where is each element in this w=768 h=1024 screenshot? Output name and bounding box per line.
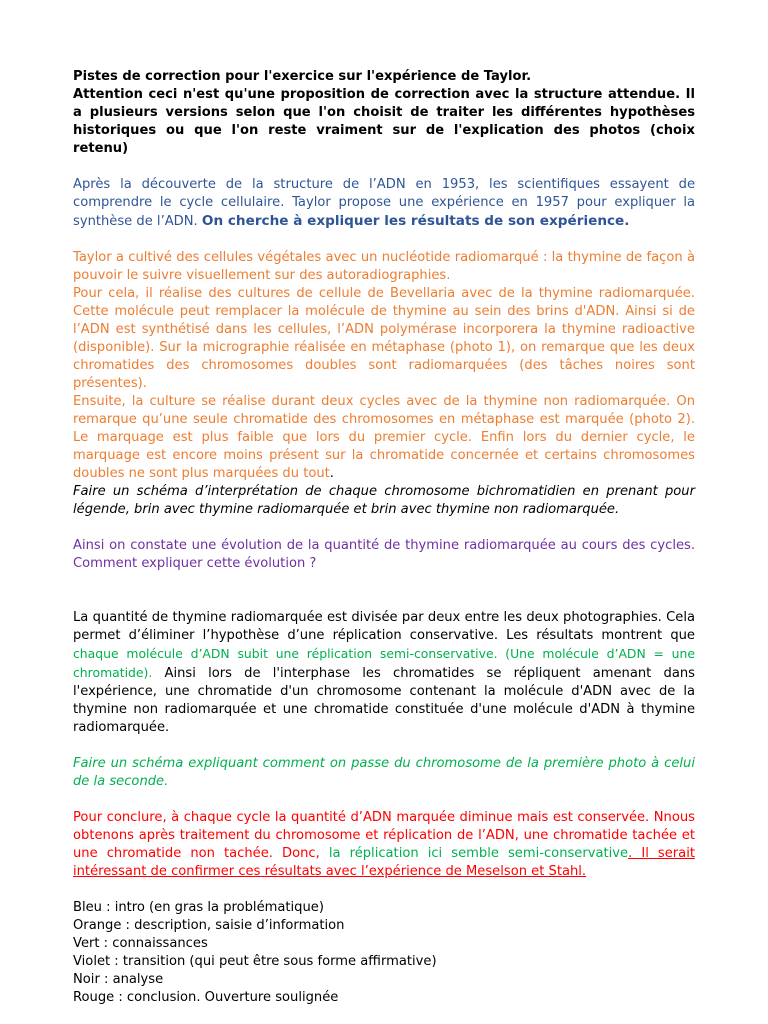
description-p3-end: . (329, 466, 334, 481)
legend-item-purple: Violet : transition (qui peut être sous forme affirmative) (73, 954, 437, 969)
intro-text: Après la découverte de la structure de l’ADN en 1953, les scientifiques essayent de comprendre le cycle cellulaire. Taylor propose une expérience en 1957 pour expliquer la synthèse de l’ADN. (73, 177, 695, 229)
spacer (73, 573, 695, 609)
conclusion-green: la réplication ici semble semi-conservative (328, 846, 629, 861)
analysis-paragraph (73, 609, 695, 737)
header-warning: Attention ceci n'est qu'une proposition de correction avec la structure attendue. Il a plusieurs versions selon que l'on choisit de traiter les différentes hypothèses historiques ou que l'on reste vraiment sur de l'explication des photos (choix retenu) (73, 87, 695, 156)
transition-paragraph: Ainsi on constate une évolution de la quantité de thymine radiomarquée au cours des cycles. Comment expliquer cette évolution ? (73, 538, 695, 571)
conclusion-opening: . Il serait intéressant de confirmer ces résultats avec l’expérience de Meselson et Stahl. (73, 846, 695, 879)
description-p3: Ensuite, la culture se réalise durant deux cycles avec de la thymine non radiomarquée. On remarque qu’une seule chromatide des chromosomes en métaphase est marquée (photo 2). Le marquage est plus faible que lors du premier cycle. Enfin lors du dernier cycle, le marquage est encore moins présent sur la chromatide concernée et certains chromosomes doubles ne sont plus marquées du tout (73, 394, 695, 481)
intro-problem: On cherche à expliquer les résultats de son expérience. (201, 213, 630, 229)
description-task: Faire un schéma d’interprétation de chaque chromosome bichromatidien en prenant pour légende, brin avec thymine radiomarquée et brin avec thymine non radiomarquée. (73, 484, 695, 517)
description-p2: Pour cela, il réalise des cultures de cellule de Bevellaria avec de la thymine radiomarquée. Cette molécule peut remplacer la molécule de thymine au sein des brins d'ADN. Ainsi si de l’ADN est synthétisé dans les cellules, l’ADN polymérase incorporera la thymine radioactive (disponible). Sur la micrographie réalisée en métaphase (photo 1), on remarque que les deux chromatides des chromosomes doubles sont radiomarquées (des tâches noires sont présentes). (73, 286, 695, 391)
analysis-part1: La quantité de thymine radiomarquée est divisée par deux entre les deux photographies. Cela permet d’éliminer l’hypothèse d’une réplication conservative. Les résultats montrent que (73, 610, 695, 643)
conclusion-part1: Pour conclure, à chaque cycle la quantité d’ADN marquée diminue mais est conservée. Nnous obtenons après traitement du chromosome et réplication de l’ADN, une chromatide tachée et une chromatide non tachée. Donc, (73, 810, 695, 861)
knowledge-task: Faire un schéma expliquant comment on passe du chromosome de la première photo à celui de la seconde. (73, 756, 695, 789)
spacer (73, 737, 695, 755)
header-title: Pistes de correction pour l'exercice sur l'expérience de Taylor. (73, 69, 532, 84)
legend-item-orange: Orange : description, saisie d’information (73, 918, 345, 933)
legend-item-blue: Bleu : intro (en gras la problématique) (73, 900, 324, 915)
legend-item-black: Noir : analyse (73, 972, 164, 987)
spacer (73, 881, 695, 899)
spacer (73, 231, 695, 249)
legend-item-green: Vert : connaissances (73, 936, 208, 951)
spacer (73, 158, 695, 176)
description-p1: Taylor a cultivé des cellules végétales avec un nucléotide radiomarqué : la thymine de façon à pouvoir le suivre visuellement sur des autoradiographies. (73, 250, 695, 283)
description-p3-paragraph (73, 393, 695, 483)
analysis-part2: Ainsi lors de l'interphase les chromatides se répliquent amenant dans l'expérience, une chromatide d'un chromosome contenant la molécule d'ADN avec de la thymine non radiomarquée et une chromatide constituée d'une molécule d'ADN à thymine radiomarquée. (73, 666, 695, 735)
color-legend (73, 899, 695, 1007)
document-page (73, 68, 695, 1007)
legend-item-red: Rouge : conclusion. Ouverture soulignée (73, 990, 339, 1005)
intro-paragraph (73, 176, 695, 231)
conclusion-paragraph (73, 809, 695, 881)
spacer (73, 519, 695, 537)
analysis-knowledge: chaque molécule d’ADN subit une réplication semi-conservative. (Une molécule d’ADN = une chromatide). (73, 646, 695, 680)
spacer (73, 791, 695, 809)
